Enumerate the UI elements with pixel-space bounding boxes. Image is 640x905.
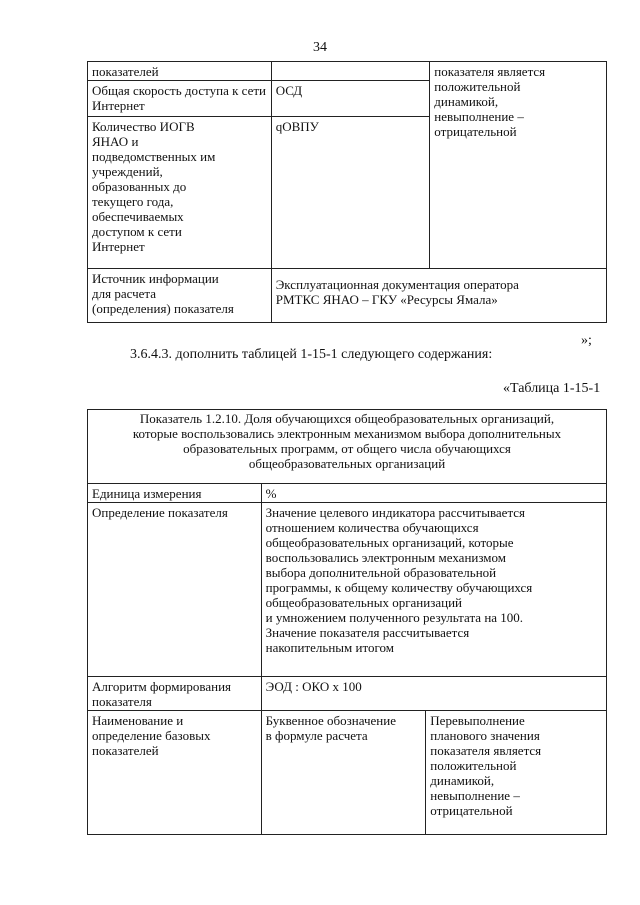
indicator-table-continued: [87, 61, 607, 323]
cell-right-note: показателя является положительной динамикой, невыполнение – отрицательной: [430, 62, 607, 269]
page-number: 34: [313, 40, 327, 55]
indicator-table-1-15-1: [87, 409, 607, 835]
cell-symbol: ОСД: [271, 81, 430, 117]
cell-label: Единица измерения: [88, 484, 262, 503]
cell-empty: [271, 62, 430, 81]
cell-label: Количество ИОГВ ЯНАО и подведомственных им учреждений, образованных до текущего года, обеспечиваемых доступом к сети Интернет: [88, 117, 272, 269]
cell-label: Определение показателя: [88, 503, 262, 677]
closing-quote: »;: [581, 333, 592, 348]
amendment-paragraph: 3.6.4.3. дополнить таблицей 1-15-1 следующего содержания:: [130, 347, 493, 362]
cell-label: Наименование и определение базовых показателей: [88, 711, 262, 835]
cell-value: %: [261, 484, 606, 503]
cell-definition: Значение целевого индикатора рассчитывается отношением количества обучающихся общеобразовательных организаций, которые воспользовались электронным механизмом выбора дополнительной образовательной программы, к общему количеству обучающихся общеобразовательных организаций и умножением полученного результата на 100. Значение показателя рассчитывается накопительным итогом: [261, 503, 606, 677]
cell-symbol: qОВПУ: [271, 117, 430, 269]
cell-label: Источник информации для расчета (определения) показателя: [88, 269, 272, 323]
cell-label: показателей: [88, 62, 272, 81]
table-caption: «Таблица 1-15-1: [503, 381, 601, 396]
cell-label: Общая скорость доступа к сети Интернет: [88, 81, 272, 117]
cell-label: Алгоритм формирования показателя: [88, 677, 262, 711]
cell-symbol-header: Буквенное обозначение в формуле расчета: [261, 711, 426, 835]
cell-right-note: Перевыполнение планового значения показателя является положительной динамикой, невыполнение – отрицательной: [426, 711, 607, 835]
cell-source: Эксплуатационная документация оператора РМТКС ЯНАО – ГКУ «Ресурсы Ямала»: [271, 269, 606, 323]
cell-formula: ЭОД : ОКО х 100: [261, 677, 606, 711]
table-header: Показатель 1.2.10. Доля обучающихся общеобразовательных организаций, которые воспользовались электронным механизмом выбора дополнительных образовательных программ, от общего числа обучающихся общеобразовательных организаций: [88, 410, 607, 484]
